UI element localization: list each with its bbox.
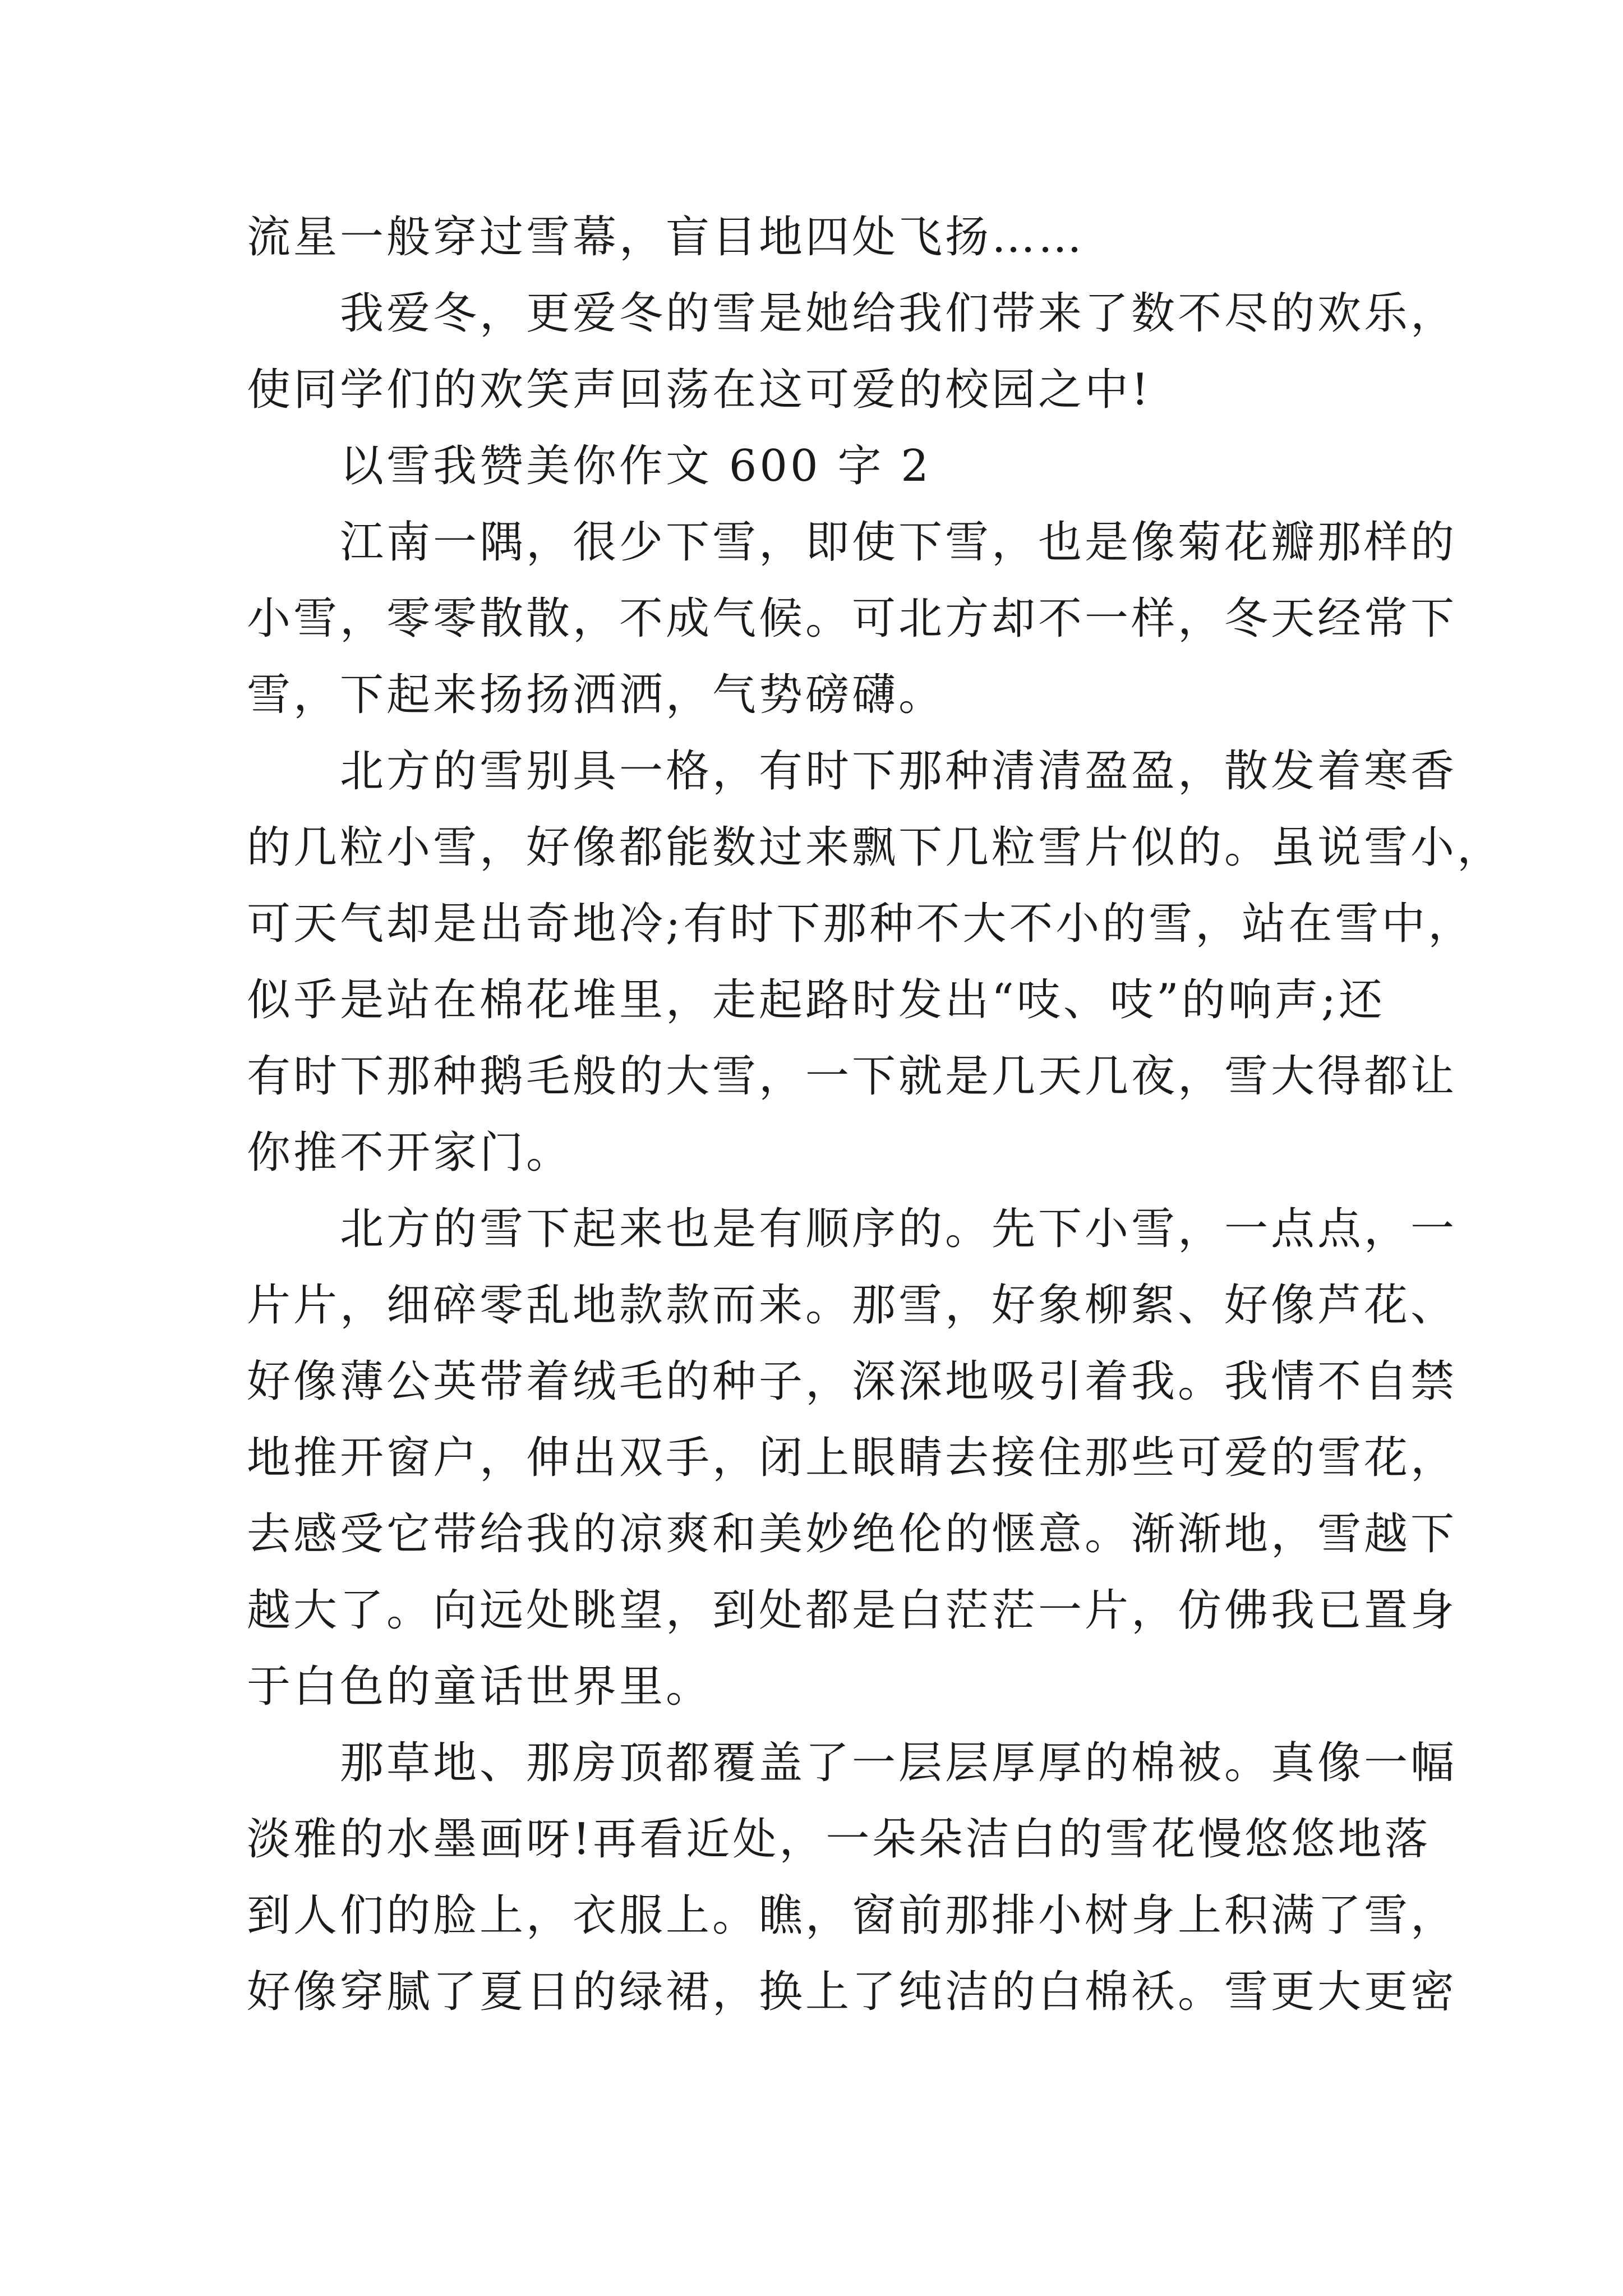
text-line: 似乎是站在棉花堆里，走起路时发出“吱、吱”的响声;还 <box>247 975 1386 1025</box>
text-line: 到人们的脸上，衣服上。瞧，窗前那排小树身上积满了雪， <box>247 1890 1458 1941</box>
text-line: 于白色的童话世界里。 <box>247 1662 713 1712</box>
text-line: 江南一隅，很少下雪，即使下雪，也是像菊花瓣那样的 <box>247 517 1458 568</box>
text-line: 好像穿腻了夏日的绿裙，换上了纯洁的白棉袄。雪更大更密 <box>247 1967 1458 2017</box>
text-line: 那草地、那房顶都覆盖了一层层厚厚的棉被。真像一幅 <box>247 1738 1458 1788</box>
text-line: 雪，下起来扬扬洒洒，气势磅礴。 <box>247 670 946 720</box>
text-line: 可天气却是出奇地冷;有时下那种不大不小的雪，站在雪中， <box>247 899 1475 949</box>
text-line: 我爱冬，更爱冬的雪是她给我们带来了数不尽的欢乐， <box>247 288 1458 339</box>
text-line: 越大了。向远处眺望，到处都是白茫茫一片，仿佛我已置身 <box>247 1585 1458 1636</box>
text-line: 的几粒小雪，好像都能数过来飘下几粒雪片似的。虽说雪小， <box>247 822 1504 873</box>
document-body <box>247 199 1504 2030</box>
text-line: 去感受它带给我的凉爽和美妙绝伦的惬意。渐渐地，雪越下 <box>247 1509 1458 1559</box>
section-heading: 以雪我赞美你作文 600 字 2 <box>247 441 932 491</box>
text-line: 有时下那种鹅毛般的大雪，一下就是几天几夜，雪大得都让 <box>247 1051 1458 1102</box>
text-line: 北方的雪下起来也是有顺序的。先下小雪，一点点，一 <box>247 1204 1458 1254</box>
text-line: 片片，细碎零乱地款款而来。那雪，好象柳絮、好像芦花、 <box>247 1280 1458 1331</box>
text-line: 流星一般穿过雪幕，盲目地四处飞扬…… <box>247 212 1085 263</box>
text-line: 北方的雪别具一格，有时下那种清清盈盈，散发着寒香 <box>247 746 1458 797</box>
text-line: 小雪，零零散散，不成气候。可北方却不一样，冬天经常下 <box>247 593 1458 644</box>
text-line: 好像薄公英带着绒毛的种子，深深地吸引着我。我情不自禁 <box>247 1356 1458 1407</box>
text-line: 淡雅的水墨画呀!再看近处，一朵朵洁白的雪花慢悠悠地落 <box>247 1814 1431 1865</box>
text-line: 你推不开家门。 <box>247 1128 573 1178</box>
text-line: 使同学们的欢笑声回荡在这可爱的校园之中! <box>247 365 1152 415</box>
text-line: 地推开窗户，伸出双手，闭上眼睛去接住那些可爱的雪花， <box>247 1433 1458 1483</box>
